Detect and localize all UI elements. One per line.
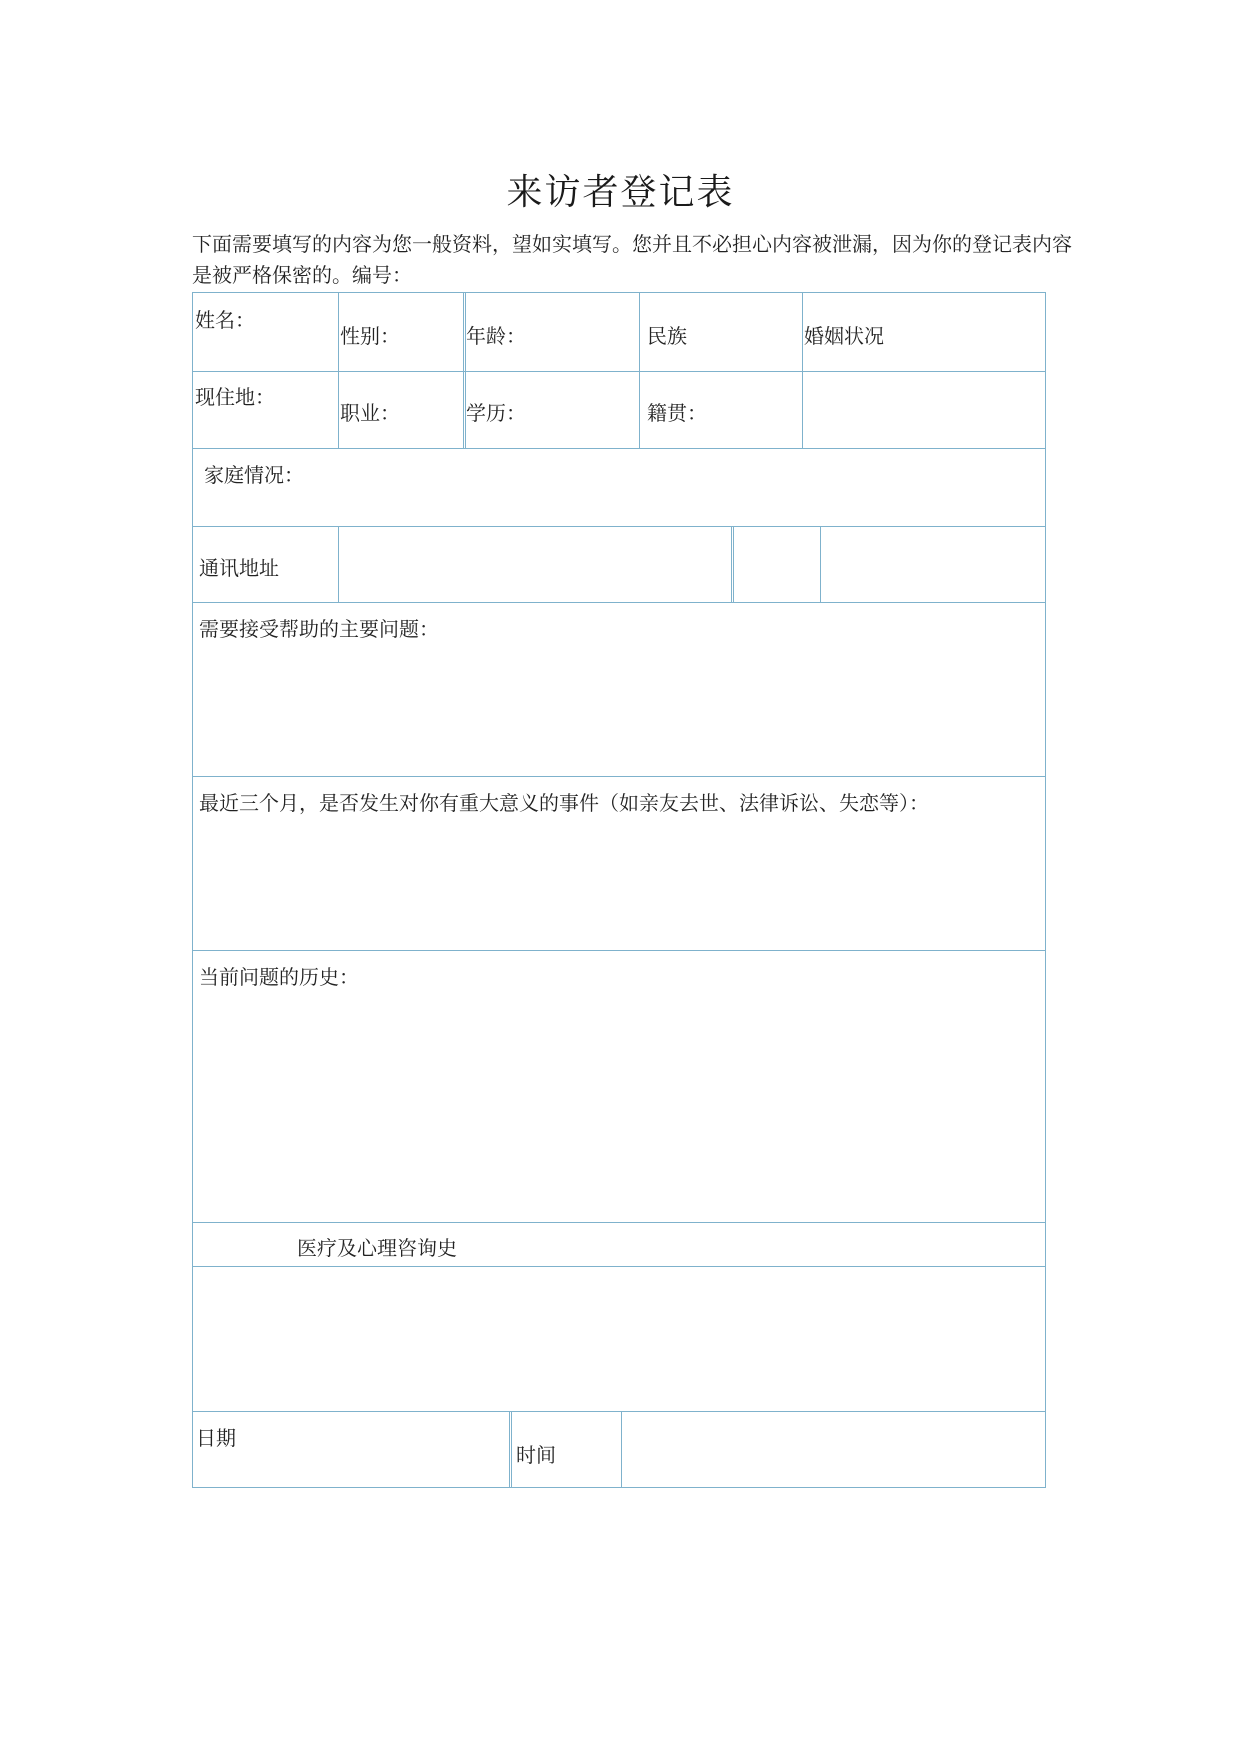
residence-label: 现住地：	[195, 385, 275, 409]
col-line	[820, 526, 821, 603]
col-line	[1045, 292, 1046, 1488]
education-label: 学历：	[466, 401, 526, 425]
row-line	[192, 1487, 1046, 1488]
row-line	[192, 526, 1046, 527]
col-line	[463, 292, 464, 449]
age-label: 年龄：	[466, 324, 526, 348]
ethnicity-label: 民族	[647, 324, 687, 348]
col-line	[802, 292, 803, 449]
time-label: 时间	[516, 1443, 556, 1467]
main-problem-label: 需要接受帮助的主要问题：	[199, 617, 439, 641]
row-line	[192, 950, 1046, 951]
marital-status-label: 婚姻状况	[804, 324, 884, 348]
row-line	[192, 1411, 1046, 1412]
row-line	[192, 448, 1046, 449]
address-label: 通讯地址	[199, 556, 279, 580]
form-title: 来访者登记表	[506, 172, 735, 213]
col-line	[511, 1411, 512, 1488]
name-label: 姓名：	[195, 308, 255, 332]
family-label: 家庭情况：	[204, 463, 304, 487]
date-label: 日期	[196, 1426, 236, 1450]
gender-label: 性别：	[340, 324, 400, 348]
intro-text: 下面需要填写的内容为您一般资料，望如实填写。您并且不必担心内容被泄漏，因为你的登记表内容是被严格保密的。编号：	[192, 232, 1072, 287]
row-line	[192, 776, 1046, 777]
col-line	[192, 292, 193, 1488]
col-line	[338, 526, 339, 603]
recent-events-label: 最近三个月，是否发生对你有重大意义的事件（如亲友去世、法律诉讼、失恋等）：	[199, 791, 929, 815]
medical-history-label: 医疗及心理咨询史	[297, 1236, 457, 1260]
row-line	[192, 292, 1046, 293]
row-line	[192, 371, 1046, 372]
col-line	[639, 292, 640, 449]
col-line	[509, 1411, 510, 1488]
col-line	[733, 526, 734, 603]
row-line	[192, 602, 1046, 603]
col-line	[338, 292, 339, 449]
occupation-label: 职业：	[340, 401, 400, 425]
native-place-label: 籍贯：	[647, 401, 707, 425]
col-line	[621, 1411, 622, 1488]
col-line	[731, 526, 732, 603]
history-label: 当前问题的历史：	[199, 965, 359, 989]
row-line	[192, 1266, 1046, 1267]
row-line	[192, 1222, 1046, 1223]
